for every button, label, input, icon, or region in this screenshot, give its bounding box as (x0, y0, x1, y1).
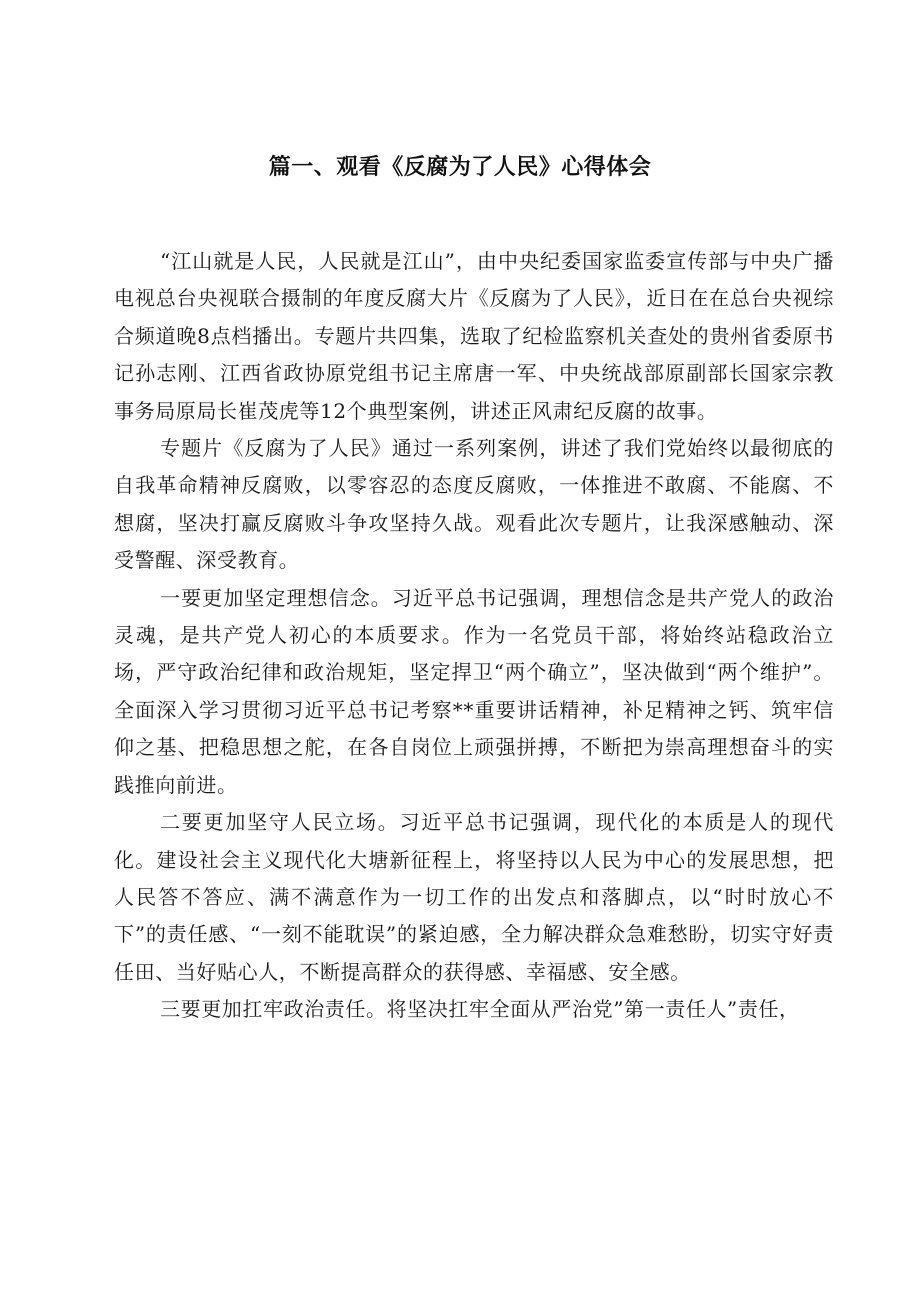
paragraph-point-two: 二要更加坚守人民立场。习近平总书记强调，现代化的本质是人的现代化。建设社会主义现代化大塘新征程上，将坚持以人民为中心的发展思想，把人民答不答应、满不满意作为一切工作的出发点和落脚点，以“时时放心不下”的责任感、“一刻不能耽误”的紧迫感，全力解决群众急难愁盼，切实守好责任田、当好贴心人，不断提高群众的获得感、幸福感、安全感。 (114, 810, 834, 984)
paragraph-summary: 专题片《反腐为了人民》通过一系列案例，讲述了我们党始终以最彻底的自我革命精神反腐败，以零容忍的态度反腐败，一体推进不敢腐、不能腐、不想腐，坚决打赢反腐败斗争攻坚持久战。观看此次专题片，让我深感触动、深受警醒、深受教育。 (114, 436, 834, 573)
document-title: 篇一、观看《反腐为了人民》心得体会 (268, 155, 652, 180)
paragraph-point-one: 一要更加坚定理想信念。习近平总书记强调，理想信念是共产党人的政治灵魂，是共产党人初心的本质要求。作为一名党员干部，将始终站稳政治立场，严守政治纪律和政治规矩，坚定捍卫“两个确立”，坚决做到“两个维护”。全面深入学习贯彻习近平总书记考察**重要讲话精神，补足精神之钙、筑牢信仰之基、把稳思想之舵，在各自岗位上顽强拼搏，不断把为崇高理想奋斗的实践推向前进。 (114, 585, 834, 797)
document-body (114, 243, 834, 1029)
paragraph-point-three: 三要更加扛牢政治责任。将坚决扛牢全面从严治党”第一责任人”责任， (160, 997, 800, 1022)
paragraph-intro: “江山就是人民，人民就是江山”，由中央纪委国家监委宣传部与中央广播电视总台央视联合摄制的年度反腐大片《反腐为了人民》，近日在在总台央视综合频道晚8点档播出。专题片共四集，选取了纪检监察机关查处的贵州省委原书记孙志刚、江西省政协原党组书记主席唐一军、中央统战部原副部长国家宗教事务局原局长崔茂虎等12个典型案例，讲述正风肃纪反腐的故事。 (114, 249, 834, 423)
